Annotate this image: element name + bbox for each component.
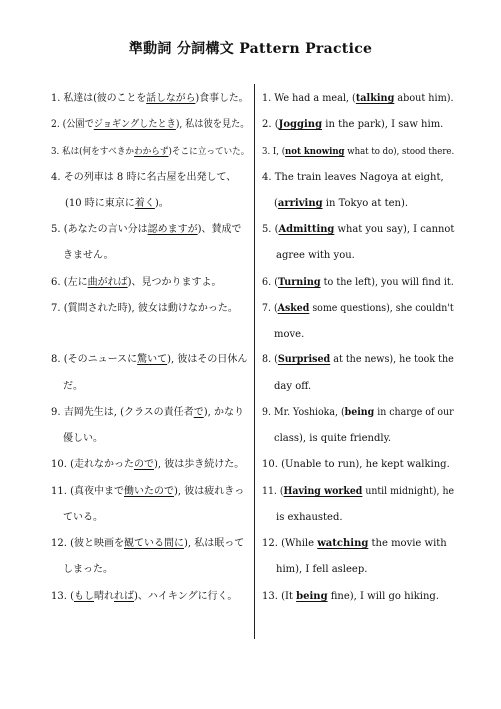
text-segment: 1. We had a meal, (: [262, 93, 356, 104]
underlined-phrase: not knowing: [285, 147, 345, 157]
text-segment: 5. (あなたの言い分は: [51, 224, 148, 235]
text-segment: 10. (Unable to run), he kept walking.: [262, 459, 450, 470]
underlined-phrase: で: [193, 407, 204, 418]
underlined-phrase: 曲がれば: [87, 277, 128, 288]
jp-line: [51, 171, 236, 185]
text-segment: 13. (: [51, 591, 74, 602]
jp-line: [51, 511, 103, 525]
text-segment: ), 私は彼を見た。: [175, 119, 250, 130]
jp-line: [51, 118, 267, 132]
text-segment: きません。: [63, 250, 114, 261]
text-segment: )、賛成で: [197, 224, 242, 235]
en-line: [262, 406, 466, 420]
underlined-phrase: わからず: [134, 147, 169, 157]
text-segment: 12. (While: [262, 538, 318, 549]
en-line: [262, 171, 444, 185]
underlined-phrase: 観ている間に: [123, 538, 184, 549]
text-segment: 7. (: [262, 303, 278, 314]
en-line: [262, 328, 304, 342]
en-line: [262, 276, 462, 290]
en-line: [262, 563, 367, 577]
en-line: [262, 145, 464, 159]
text-segment: 13. (It: [262, 591, 297, 602]
en-line: [262, 353, 463, 367]
en-line: [262, 380, 311, 394]
text-segment: class), is quite friendly.: [274, 433, 392, 444]
text-segment: him), I fell asleep.: [276, 564, 368, 575]
jp-line: [51, 92, 252, 106]
jp-line: [51, 302, 238, 316]
text-segment: ), かなり: [203, 407, 244, 418]
underlined-phrase: Turning: [277, 277, 321, 288]
text-segment: 7. (質問された時), 彼女は動けなかった。: [51, 303, 238, 314]
text-segment: )食事した。: [195, 93, 249, 104]
text-segment: 3. I, (: [262, 147, 286, 157]
underlined-phrase: Surprised: [277, 354, 331, 365]
text-segment: 11. (: [262, 486, 284, 497]
jp-line: [51, 590, 237, 604]
text-segment: 11. (真夜中まで: [51, 486, 124, 497]
en-line: [262, 249, 355, 263]
en-line: [262, 537, 447, 551]
text-segment: move.: [274, 329, 305, 340]
jp-line: [51, 223, 242, 237]
underlined-phrase: 驚いて: [137, 354, 168, 365]
text-segment: )、ハイキングに行く。: [133, 591, 238, 602]
text-segment: 6. (: [262, 277, 278, 288]
text-segment: 9. 吉岡先生は, (クラスの責任者: [51, 407, 194, 418]
text-segment: ), 彼はその日休ん: [167, 354, 248, 365]
en-line: [262, 511, 343, 525]
underlined-phrase: 働いたので: [123, 486, 174, 497]
underlined-phrase: 話しながら: [146, 93, 196, 104]
en-line: [262, 92, 461, 106]
en-line: [262, 590, 439, 604]
jp-line: [51, 563, 113, 577]
text-segment: 12. (彼と映画を: [51, 538, 124, 549]
jp-line: [51, 145, 258, 159]
underlined-phrase: Having worked: [283, 486, 363, 497]
en-line: [262, 485, 467, 499]
text-segment: 4. The train leaves Nagoya at eight,: [262, 172, 444, 183]
text-segment: in charge of our: [374, 407, 454, 418]
underlined-phrase: もし: [73, 591, 94, 602]
page-title: 準動詞 分詞構文 Pattern Practice: [128, 41, 373, 57]
underlined-phrase: watching: [317, 538, 369, 549]
underlined-phrase: れば: [113, 591, 134, 602]
column-divider: [254, 84, 255, 639]
text-segment: しまった。: [63, 564, 113, 575]
en-line: [262, 432, 391, 446]
text-segment: some questions), she couldn't: [309, 303, 454, 314]
en-line: [262, 302, 466, 316]
text-segment: )、見つかりますよ。: [127, 277, 222, 288]
jp-line: [51, 406, 244, 420]
jp-line: [51, 537, 244, 551]
jp-line: [51, 458, 244, 472]
text-segment: )。: [154, 198, 169, 209]
underlined-phrase: 認めますが: [147, 224, 198, 235]
text-segment: what you say), I cannot: [334, 224, 455, 235]
text-segment: fine), I will go hiking.: [327, 591, 440, 602]
underlined-phrase: Jogging: [278, 119, 323, 130]
text-segment: 4. その列車は 8 時に名古屋を出発して、: [51, 172, 237, 183]
text-segment: day off.: [274, 381, 312, 392]
text-segment: ), 彼は歩き続けた。: [153, 459, 245, 470]
underlined-phrase: talking: [355, 93, 395, 104]
text-segment: agree with you.: [276, 250, 355, 261]
text-segment: 2. (: [262, 119, 279, 130]
jp-line: [51, 276, 222, 290]
underlined-phrase: being: [296, 591, 328, 602]
underlined-phrase: ので: [133, 459, 154, 470]
en-line: [262, 458, 450, 472]
jp-line: [51, 485, 244, 499]
text-segment: 10. (走れなかった: [51, 459, 134, 470]
text-segment: ている。: [63, 512, 103, 523]
en-line: [262, 197, 408, 211]
text-segment: 8. (そのニュースに: [51, 354, 138, 365]
text-segment: (: [274, 198, 278, 209]
text-segment: ), 私は眠って: [183, 538, 245, 549]
text-segment: in Tokyo at ten).: [322, 198, 409, 209]
text-segment: )そこに立っていた。: [168, 147, 250, 157]
jp-line: [51, 197, 169, 211]
text-segment: (10 時に東京に: [65, 198, 135, 209]
text-segment: what to do), stood there.: [344, 147, 455, 157]
text-segment: is exhausted.: [276, 512, 343, 523]
text-segment: だ。: [63, 381, 83, 392]
text-segment: to the left), you will find it.: [320, 277, 454, 288]
text-segment: 9. Mr. Yoshioka, (: [262, 407, 345, 418]
text-segment: about him).: [394, 93, 454, 104]
text-segment: in the park), I saw him.: [322, 119, 444, 130]
underlined-phrase: arriving: [277, 198, 323, 209]
text-segment: until midnight), he: [362, 486, 455, 497]
underlined-phrase: 着く: [134, 198, 155, 209]
text-segment: the movie with: [368, 538, 447, 549]
text-segment: 晴れ: [93, 591, 114, 602]
jp-line: [51, 380, 83, 394]
underlined-phrase: Asked: [277, 303, 310, 314]
text-segment: at the news), he took the: [330, 354, 454, 365]
text-segment: 3. 私は(何をすべきか: [51, 147, 135, 157]
text-segment: 1. 私達は(彼のことを: [51, 93, 147, 104]
text-segment: 優しい。: [63, 433, 103, 444]
text-segment: 2. (公園で: [51, 119, 94, 130]
en-line: [262, 118, 443, 132]
jp-line: [51, 432, 103, 446]
underlined-phrase: ジョギングしたとき: [93, 119, 176, 130]
en-line: [262, 223, 456, 237]
text-segment: ), 彼は疲れきっ: [173, 486, 245, 497]
text-segment: being: [344, 407, 375, 418]
text-segment: 8. (: [262, 354, 278, 365]
jp-line: [51, 249, 114, 263]
underlined-phrase: Admitting: [278, 224, 335, 235]
text-segment: 6. (左に: [51, 277, 88, 288]
text-segment: 5. (: [262, 224, 279, 235]
jp-line: [51, 353, 247, 367]
